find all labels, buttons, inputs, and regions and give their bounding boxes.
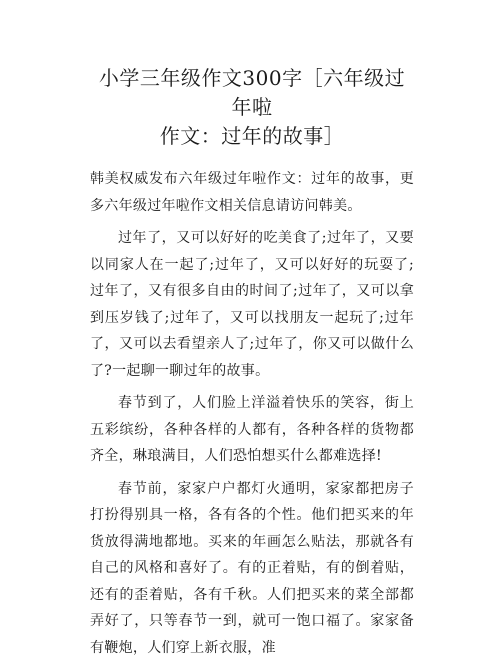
body-paragraph-1: 过年了，又可以好好的吃美食了;过年了，又要以同家人在一起了;过年了，又可以好好的玩耍了;过年了，又有很多自由的时间了;过年了，又可以拿到压岁钱了;过年了，又可以找朋友一起玩了;过年了，又可以去看望亲人了;过年了，你又可以做什么了?一起聊一聊过年的故事。 bbox=[90, 225, 414, 384]
page-title bbox=[90, 64, 414, 151]
title-line-2: 作文：过年的故事］ bbox=[90, 122, 414, 151]
intro-paragraph: 韩美权威发布六年级过年啦作文：过年的故事，更多六年级过年啦作文相关信息请访问韩美。 bbox=[90, 166, 414, 219]
body-paragraph-3: 春节前，家家户户都灯火通明，家家都把房子打扮得别具一格，各有各的个性。他们把买来的年货放得满地都地。买来的年画怎么贴法，那就各有自己的风格和喜好了。有的正着贴，有的倒着贴，还有的歪着贴，各有千秋。人们把买来的菜全部都弄好了，只等春节一到，就可一饱口福了。家家备有鞭炮，人们穿上新衣服，准 bbox=[90, 476, 414, 661]
body-paragraph-2: 春节到了，人们脸上洋溢着快乐的笑容，街上五彩缤纷，各种各样的人都有，各种各样的货物都齐全，琳琅满目，人们恐怕想买什么都难选择! bbox=[90, 390, 414, 470]
title-line-1: 小学三年级作文300字［六年级过年啦 bbox=[90, 64, 414, 122]
